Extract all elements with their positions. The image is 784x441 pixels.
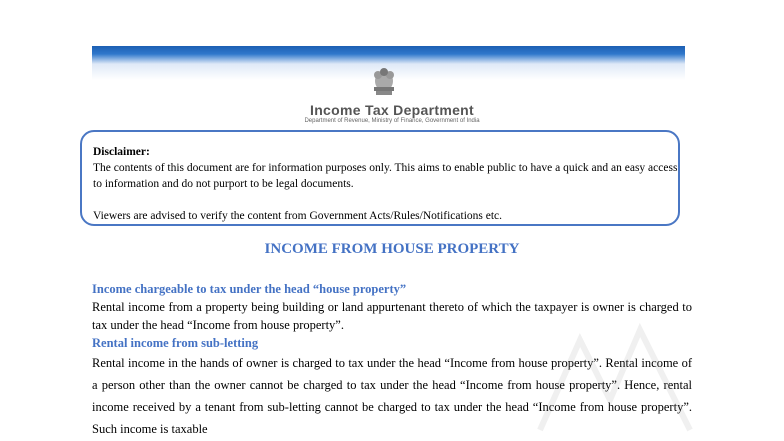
section-heading: Rental income from sub-letting xyxy=(92,336,259,350)
department-title: Income Tax Department xyxy=(310,102,474,118)
national-emblem-icon xyxy=(364,63,404,99)
document-body xyxy=(92,280,692,440)
disclaimer-text: The contents of this document are for information purposes only. This aims to enable public to have a quick and an easy access to information and do not purport to be legal documents. xyxy=(93,162,678,190)
department-subtitle: Department of Revenue, Ministry of Finance, Government of India xyxy=(304,118,480,124)
section-heading: Income chargeable to tax under the head “house property” xyxy=(92,282,407,296)
section-body: Rental income from a property being building or land appurtenant thereto of which the taxpayer is owner is charged to tax under the head “Income from house property”. xyxy=(92,300,692,332)
page-title: INCOME FROM HOUSE PROPERTY xyxy=(264,241,520,257)
disclaimer-note: Viewers are advised to verify the content from Government Acts/Rules/Notifications etc. xyxy=(93,210,503,222)
section-body: Rental income in the hands of owner is charged to tax under the head “Income from house property”. Rental income of a person other than the owner cannot be charged to tax under the head “Income from house property”. Hence, rental income received by a tenant from sub-letting cannot be charged to tax under the head “Income from house property”. Such income is taxable xyxy=(92,356,692,436)
disclaimer-box xyxy=(80,130,680,226)
disclaimer-title: Disclaimer: xyxy=(93,146,150,158)
